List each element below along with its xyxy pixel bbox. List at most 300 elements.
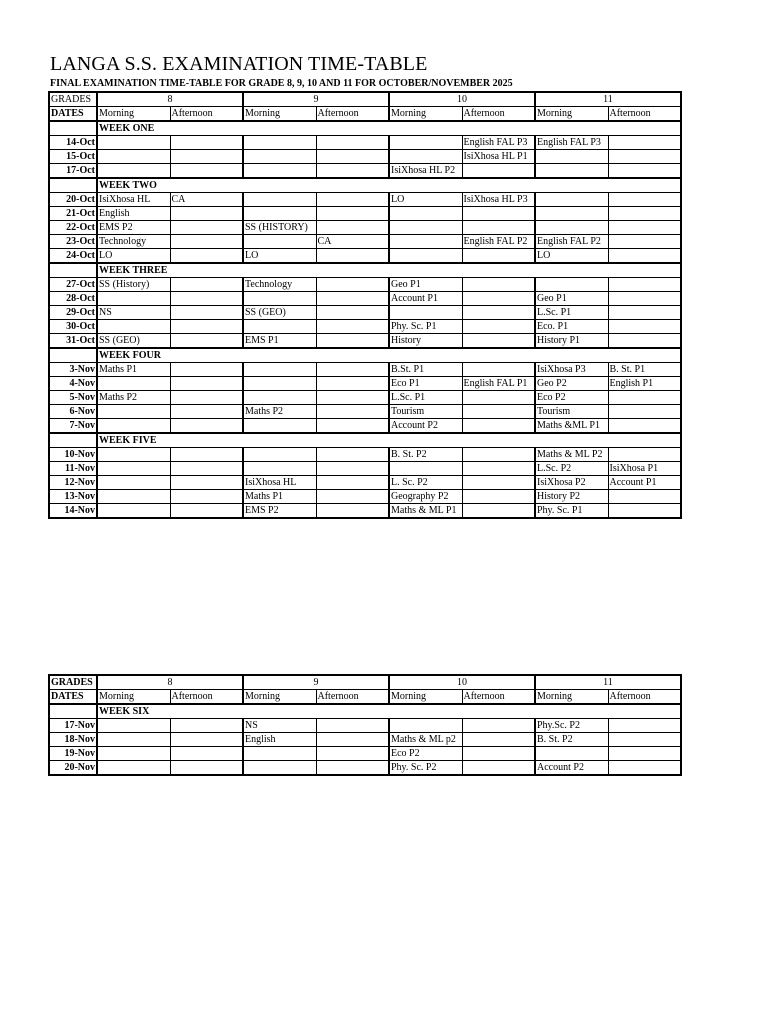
table-row: [49, 249, 681, 264]
exam-cell: [170, 419, 243, 434]
table-row: [49, 377, 681, 391]
exam-cell: EMS P2: [243, 504, 316, 519]
grade-header: 9: [243, 675, 389, 690]
week-header-row: [49, 433, 681, 448]
exam-cell: B. St. P1: [608, 363, 681, 377]
exam-cell: Maths & ML P1: [389, 504, 462, 519]
grade-header: 8: [97, 92, 243, 107]
exam-cell: L.Sc. P1: [535, 306, 608, 320]
exam-cell: [608, 761, 681, 776]
exam-cell: English P1: [608, 377, 681, 391]
exam-cell: [170, 719, 243, 733]
table-row: [49, 476, 681, 490]
date-cell: 17-Nov: [49, 719, 97, 733]
exam-cell: [316, 320, 389, 334]
exam-cell: Maths & ML p2: [389, 733, 462, 747]
session-header: Afternoon: [608, 690, 681, 705]
exam-cell: History P1: [535, 334, 608, 349]
exam-cell: [389, 221, 462, 235]
exam-cell: SS (GEO): [243, 306, 316, 320]
grade-header: 9: [243, 92, 389, 107]
session-header: Afternoon: [462, 690, 535, 705]
table-row: [49, 419, 681, 434]
date-cell: 30-Oct: [49, 320, 97, 334]
table-row: [49, 405, 681, 419]
exam-cell: English: [97, 207, 170, 221]
exam-cell: [316, 405, 389, 419]
exam-cell: [608, 391, 681, 405]
exam-cell: [462, 476, 535, 490]
exam-cell: Account P2: [389, 419, 462, 434]
exam-cell: Eco. P1: [535, 320, 608, 334]
exam-cell: Maths &ML P1: [535, 419, 608, 434]
exam-cell: IsiXhosa P3: [535, 363, 608, 377]
exam-cell: [170, 377, 243, 391]
week-header-row: [49, 121, 681, 136]
date-cell: 19-Nov: [49, 747, 97, 761]
exam-cell: [608, 504, 681, 519]
exam-cell: IsiXhosa HL: [243, 476, 316, 490]
dates-label: DATES: [49, 107, 97, 122]
exam-cell: [243, 292, 316, 306]
exam-cell: Phy. Sc. P2: [389, 761, 462, 776]
table-row: [49, 320, 681, 334]
date-cell: 22-Oct: [49, 221, 97, 235]
grades-row: [49, 675, 681, 690]
exam-cell: English FAL P3: [462, 136, 535, 150]
exam-cell: [97, 419, 170, 434]
table-row: [49, 363, 681, 377]
exam-cell: [243, 320, 316, 334]
exam-cell: Geography P2: [389, 490, 462, 504]
exam-cell: Tourism: [535, 405, 608, 419]
exam-cell: [608, 320, 681, 334]
grades-label: GRADES: [49, 92, 97, 107]
exam-cell: CA: [170, 193, 243, 207]
exam-cell: [316, 377, 389, 391]
table-row: [49, 719, 681, 733]
exam-cell: LO: [535, 249, 608, 264]
exam-cell: [97, 377, 170, 391]
exam-cell: History: [389, 334, 462, 349]
exam-cell: [462, 207, 535, 221]
exam-cell: [170, 320, 243, 334]
date-cell: 4-Nov: [49, 377, 97, 391]
exam-cell: [462, 278, 535, 292]
exam-cell: EMS P1: [243, 334, 316, 349]
session-header: Afternoon: [462, 107, 535, 122]
exam-cell: [316, 278, 389, 292]
session-header: Afternoon: [316, 107, 389, 122]
session-header: Morning: [243, 107, 316, 122]
exam-cell: [170, 334, 243, 349]
date-cell: 13-Nov: [49, 490, 97, 504]
exam-cell: English FAL P3: [535, 136, 608, 150]
week-header-row: [49, 178, 681, 193]
exam-cell: [462, 334, 535, 349]
dates-label: DATES: [49, 690, 97, 705]
exam-cell: [243, 164, 316, 179]
exam-cell: [462, 164, 535, 179]
session-header: Afternoon: [170, 690, 243, 705]
grades-label: GRADES: [49, 675, 97, 690]
exam-cell: [316, 747, 389, 761]
exam-cell: [97, 150, 170, 164]
date-cell: 17-Oct: [49, 164, 97, 179]
exam-cell: [608, 405, 681, 419]
exam-cell: Eco P2: [389, 747, 462, 761]
exam-cell: [316, 476, 389, 490]
week-header-row: [49, 348, 681, 363]
date-cell: 27-Oct: [49, 278, 97, 292]
week-label: WEEK FIVE: [97, 433, 681, 448]
session-header: Morning: [97, 107, 170, 122]
exam-cell: [170, 278, 243, 292]
session-header: Morning: [389, 690, 462, 705]
exam-cell: History P2: [535, 490, 608, 504]
week-header-row: [49, 263, 681, 278]
page-subtitle: FINAL EXAMINATION TIME-TABLE FOR GRADE 8, 9, 10 AND 11 FOR OCTOBER/NOVEMBER 2025: [50, 78, 513, 89]
week-spacer: [49, 178, 97, 193]
exam-cell: [97, 476, 170, 490]
week-label: WEEK THREE: [97, 263, 681, 278]
exam-cell: B. St. P2: [535, 733, 608, 747]
exam-cell: [243, 391, 316, 405]
date-cell: 20-Oct: [49, 193, 97, 207]
timetable-weeks-1-5: [48, 91, 682, 519]
exam-cell: [97, 448, 170, 462]
week-spacer: [49, 121, 97, 136]
page-title: LANGA S.S. EXAMINATION TIME-TABLE: [50, 53, 428, 75]
exam-cell: L. Sc. P2: [389, 476, 462, 490]
exam-cell: Account P1: [389, 292, 462, 306]
exam-cell: B.St. P1: [389, 363, 462, 377]
exam-cell: SS (HISTORY): [243, 221, 316, 235]
exam-cell: [170, 761, 243, 776]
exam-cell: [608, 719, 681, 733]
exam-cell: SS (GEO): [97, 334, 170, 349]
week-label: WEEK TWO: [97, 178, 681, 193]
exam-cell: [243, 136, 316, 150]
exam-cell: [170, 207, 243, 221]
timetable-week-6: [48, 674, 682, 776]
date-cell: 12-Nov: [49, 476, 97, 490]
exam-cell: LO: [243, 249, 316, 264]
exam-cell: [170, 363, 243, 377]
session-header: Afternoon: [608, 107, 681, 122]
date-cell: 20-Nov: [49, 761, 97, 776]
exam-cell: SS (History): [97, 278, 170, 292]
table-row: [49, 235, 681, 249]
date-cell: 5-Nov: [49, 391, 97, 405]
table-row: [49, 292, 681, 306]
exam-cell: [608, 164, 681, 179]
exam-cell: [608, 419, 681, 434]
exam-cell: English: [243, 733, 316, 747]
exam-cell: [389, 150, 462, 164]
exam-cell: [316, 164, 389, 179]
exam-cell: [97, 719, 170, 733]
exam-cell: [97, 320, 170, 334]
exam-cell: [243, 235, 316, 249]
exam-cell: [316, 733, 389, 747]
date-cell: 14-Nov: [49, 504, 97, 519]
exam-cell: [316, 391, 389, 405]
exam-cell: [243, 462, 316, 476]
exam-cell: NS: [243, 719, 316, 733]
exam-cell: [243, 377, 316, 391]
table-row: [49, 306, 681, 320]
exam-cell: [170, 221, 243, 235]
week-spacer: [49, 704, 97, 719]
exam-cell: [608, 207, 681, 221]
exam-cell: IsiXhosa HL: [97, 193, 170, 207]
exam-cell: Phy. Sc. P1: [389, 320, 462, 334]
exam-cell: [243, 363, 316, 377]
date-cell: 28-Oct: [49, 292, 97, 306]
exam-cell: [535, 747, 608, 761]
exam-cell: [243, 419, 316, 434]
exam-cell: [97, 747, 170, 761]
exam-cell: [243, 448, 316, 462]
exam-cell: [535, 278, 608, 292]
exam-cell: [462, 719, 535, 733]
exam-cell: [316, 306, 389, 320]
exam-cell: IsiXhosa P2: [535, 476, 608, 490]
week-spacer: [49, 348, 97, 363]
exam-cell: [608, 306, 681, 320]
exam-cell: [535, 221, 608, 235]
exam-cell: LO: [389, 193, 462, 207]
table-row: [49, 747, 681, 761]
date-cell: 24-Oct: [49, 249, 97, 264]
exam-cell: [97, 164, 170, 179]
exam-cell: [389, 462, 462, 476]
exam-cell: [97, 504, 170, 519]
exam-cell: [535, 207, 608, 221]
exam-cell: [608, 448, 681, 462]
exam-cell: [462, 320, 535, 334]
exam-cell: [243, 207, 316, 221]
exam-cell: [535, 193, 608, 207]
exam-cell: [608, 136, 681, 150]
table-row: [49, 193, 681, 207]
sessions-row: [49, 690, 681, 705]
date-cell: 6-Nov: [49, 405, 97, 419]
exam-cell: [170, 733, 243, 747]
exam-cell: [462, 504, 535, 519]
exam-cell: [608, 278, 681, 292]
exam-cell: [170, 490, 243, 504]
exam-cell: English FAL P2: [462, 235, 535, 249]
exam-cell: [462, 405, 535, 419]
exam-cell: [316, 150, 389, 164]
table-row: [49, 136, 681, 150]
exam-cell: Technology: [97, 235, 170, 249]
exam-cell: Maths P2: [97, 391, 170, 405]
table-row: [49, 391, 681, 405]
week-spacer: [49, 433, 97, 448]
table-row: [49, 278, 681, 292]
exam-cell: [316, 462, 389, 476]
grade-header: 10: [389, 675, 535, 690]
exam-cell: L.Sc. P1: [389, 391, 462, 405]
exam-cell: [97, 733, 170, 747]
exam-cell: [316, 249, 389, 264]
exam-cell: [608, 249, 681, 264]
exam-cell: Maths P1: [243, 490, 316, 504]
table-row: [49, 761, 681, 776]
grade-header: 8: [97, 675, 243, 690]
exam-cell: [170, 150, 243, 164]
exam-cell: NS: [97, 306, 170, 320]
grade-header: 11: [535, 675, 681, 690]
exam-cell: [389, 136, 462, 150]
exam-cell: [389, 306, 462, 320]
table-row: [49, 164, 681, 179]
exam-cell: [608, 747, 681, 761]
exam-cell: [462, 733, 535, 747]
exam-cell: [462, 747, 535, 761]
exam-cell: [170, 136, 243, 150]
sessions-row: [49, 107, 681, 122]
exam-cell: Maths P2: [243, 405, 316, 419]
exam-cell: [316, 719, 389, 733]
table-row: [49, 448, 681, 462]
exam-cell: [462, 249, 535, 264]
exam-cell: [97, 462, 170, 476]
table-row: [49, 221, 681, 235]
table-row: [49, 150, 681, 164]
exam-cell: [389, 249, 462, 264]
exam-cell: [608, 235, 681, 249]
exam-cell: [316, 761, 389, 776]
exam-cell: [316, 292, 389, 306]
exam-cell: [462, 391, 535, 405]
exam-cell: Geo P1: [389, 278, 462, 292]
exam-cell: Maths P1: [97, 363, 170, 377]
exam-cell: [462, 419, 535, 434]
exam-cell: [170, 249, 243, 264]
exam-cell: [389, 719, 462, 733]
exam-cell: [316, 334, 389, 349]
grades-row: [49, 92, 681, 107]
session-header: Morning: [535, 107, 608, 122]
exam-cell: IsiXhosa P1: [608, 462, 681, 476]
exam-cell: Phy. Sc. P1: [535, 504, 608, 519]
exam-cell: [316, 490, 389, 504]
exam-cell: Eco P1: [389, 377, 462, 391]
week-label: WEEK SIX: [97, 704, 681, 719]
exam-cell: IsiXhosa HL P1: [462, 150, 535, 164]
exam-cell: [608, 733, 681, 747]
exam-cell: [316, 504, 389, 519]
exam-cell: Account P1: [608, 476, 681, 490]
exam-cell: CA: [316, 235, 389, 249]
exam-cell: [243, 193, 316, 207]
exam-cell: [170, 391, 243, 405]
date-cell: 15-Oct: [49, 150, 97, 164]
exam-cell: IsiXhosa HL P3: [462, 193, 535, 207]
exam-cell: [462, 448, 535, 462]
session-header: Afternoon: [170, 107, 243, 122]
date-cell: 31-Oct: [49, 334, 97, 349]
exam-cell: [535, 150, 608, 164]
exam-cell: [170, 235, 243, 249]
exam-cell: IsiXhosa HL P2: [389, 164, 462, 179]
exam-cell: Geo P2: [535, 377, 608, 391]
exam-cell: [170, 747, 243, 761]
date-cell: 3-Nov: [49, 363, 97, 377]
date-cell: 7-Nov: [49, 419, 97, 434]
week-header-row: [49, 704, 681, 719]
exam-cell: Technology: [243, 278, 316, 292]
exam-cell: [97, 405, 170, 419]
exam-cell: Phy.Sc. P2: [535, 719, 608, 733]
table-row: [49, 490, 681, 504]
exam-cell: [97, 292, 170, 306]
exam-cell: [316, 419, 389, 434]
exam-cell: [170, 164, 243, 179]
exam-cell: [462, 292, 535, 306]
exam-cell: L.Sc. P2: [535, 462, 608, 476]
exam-cell: [170, 306, 243, 320]
week-label: WEEK FOUR: [97, 348, 681, 363]
exam-cell: LO: [97, 249, 170, 264]
session-header: Morning: [535, 690, 608, 705]
date-cell: 11-Nov: [49, 462, 97, 476]
exam-cell: [462, 363, 535, 377]
exam-cell: [608, 193, 681, 207]
exam-cell: [316, 193, 389, 207]
grade-header: 10: [389, 92, 535, 107]
exam-cell: [608, 150, 681, 164]
exam-cell: [462, 462, 535, 476]
exam-cell: [316, 221, 389, 235]
exam-cell: Geo P1: [535, 292, 608, 306]
exam-cell: [608, 334, 681, 349]
exam-cell: [608, 292, 681, 306]
table-row: [49, 334, 681, 349]
exam-cell: [170, 504, 243, 519]
exam-cell: [243, 747, 316, 761]
date-cell: 23-Oct: [49, 235, 97, 249]
week-label: WEEK ONE: [97, 121, 681, 136]
date-cell: 18-Nov: [49, 733, 97, 747]
exam-cell: Eco P2: [535, 391, 608, 405]
exam-cell: [389, 235, 462, 249]
date-cell: 10-Nov: [49, 448, 97, 462]
date-cell: 29-Oct: [49, 306, 97, 320]
exam-cell: [170, 476, 243, 490]
exam-cell: [608, 221, 681, 235]
exam-cell: [462, 761, 535, 776]
exam-cell: Account P2: [535, 761, 608, 776]
exam-cell: English FAL P1: [462, 377, 535, 391]
week-spacer: [49, 263, 97, 278]
table-row: [49, 207, 681, 221]
exam-cell: [316, 363, 389, 377]
exam-cell: Tourism: [389, 405, 462, 419]
exam-cell: [316, 136, 389, 150]
table-row: [49, 504, 681, 519]
exam-cell: [462, 306, 535, 320]
exam-cell: [97, 136, 170, 150]
exam-cell: [389, 207, 462, 221]
session-header: Afternoon: [316, 690, 389, 705]
exam-cell: [316, 448, 389, 462]
exam-cell: [243, 761, 316, 776]
